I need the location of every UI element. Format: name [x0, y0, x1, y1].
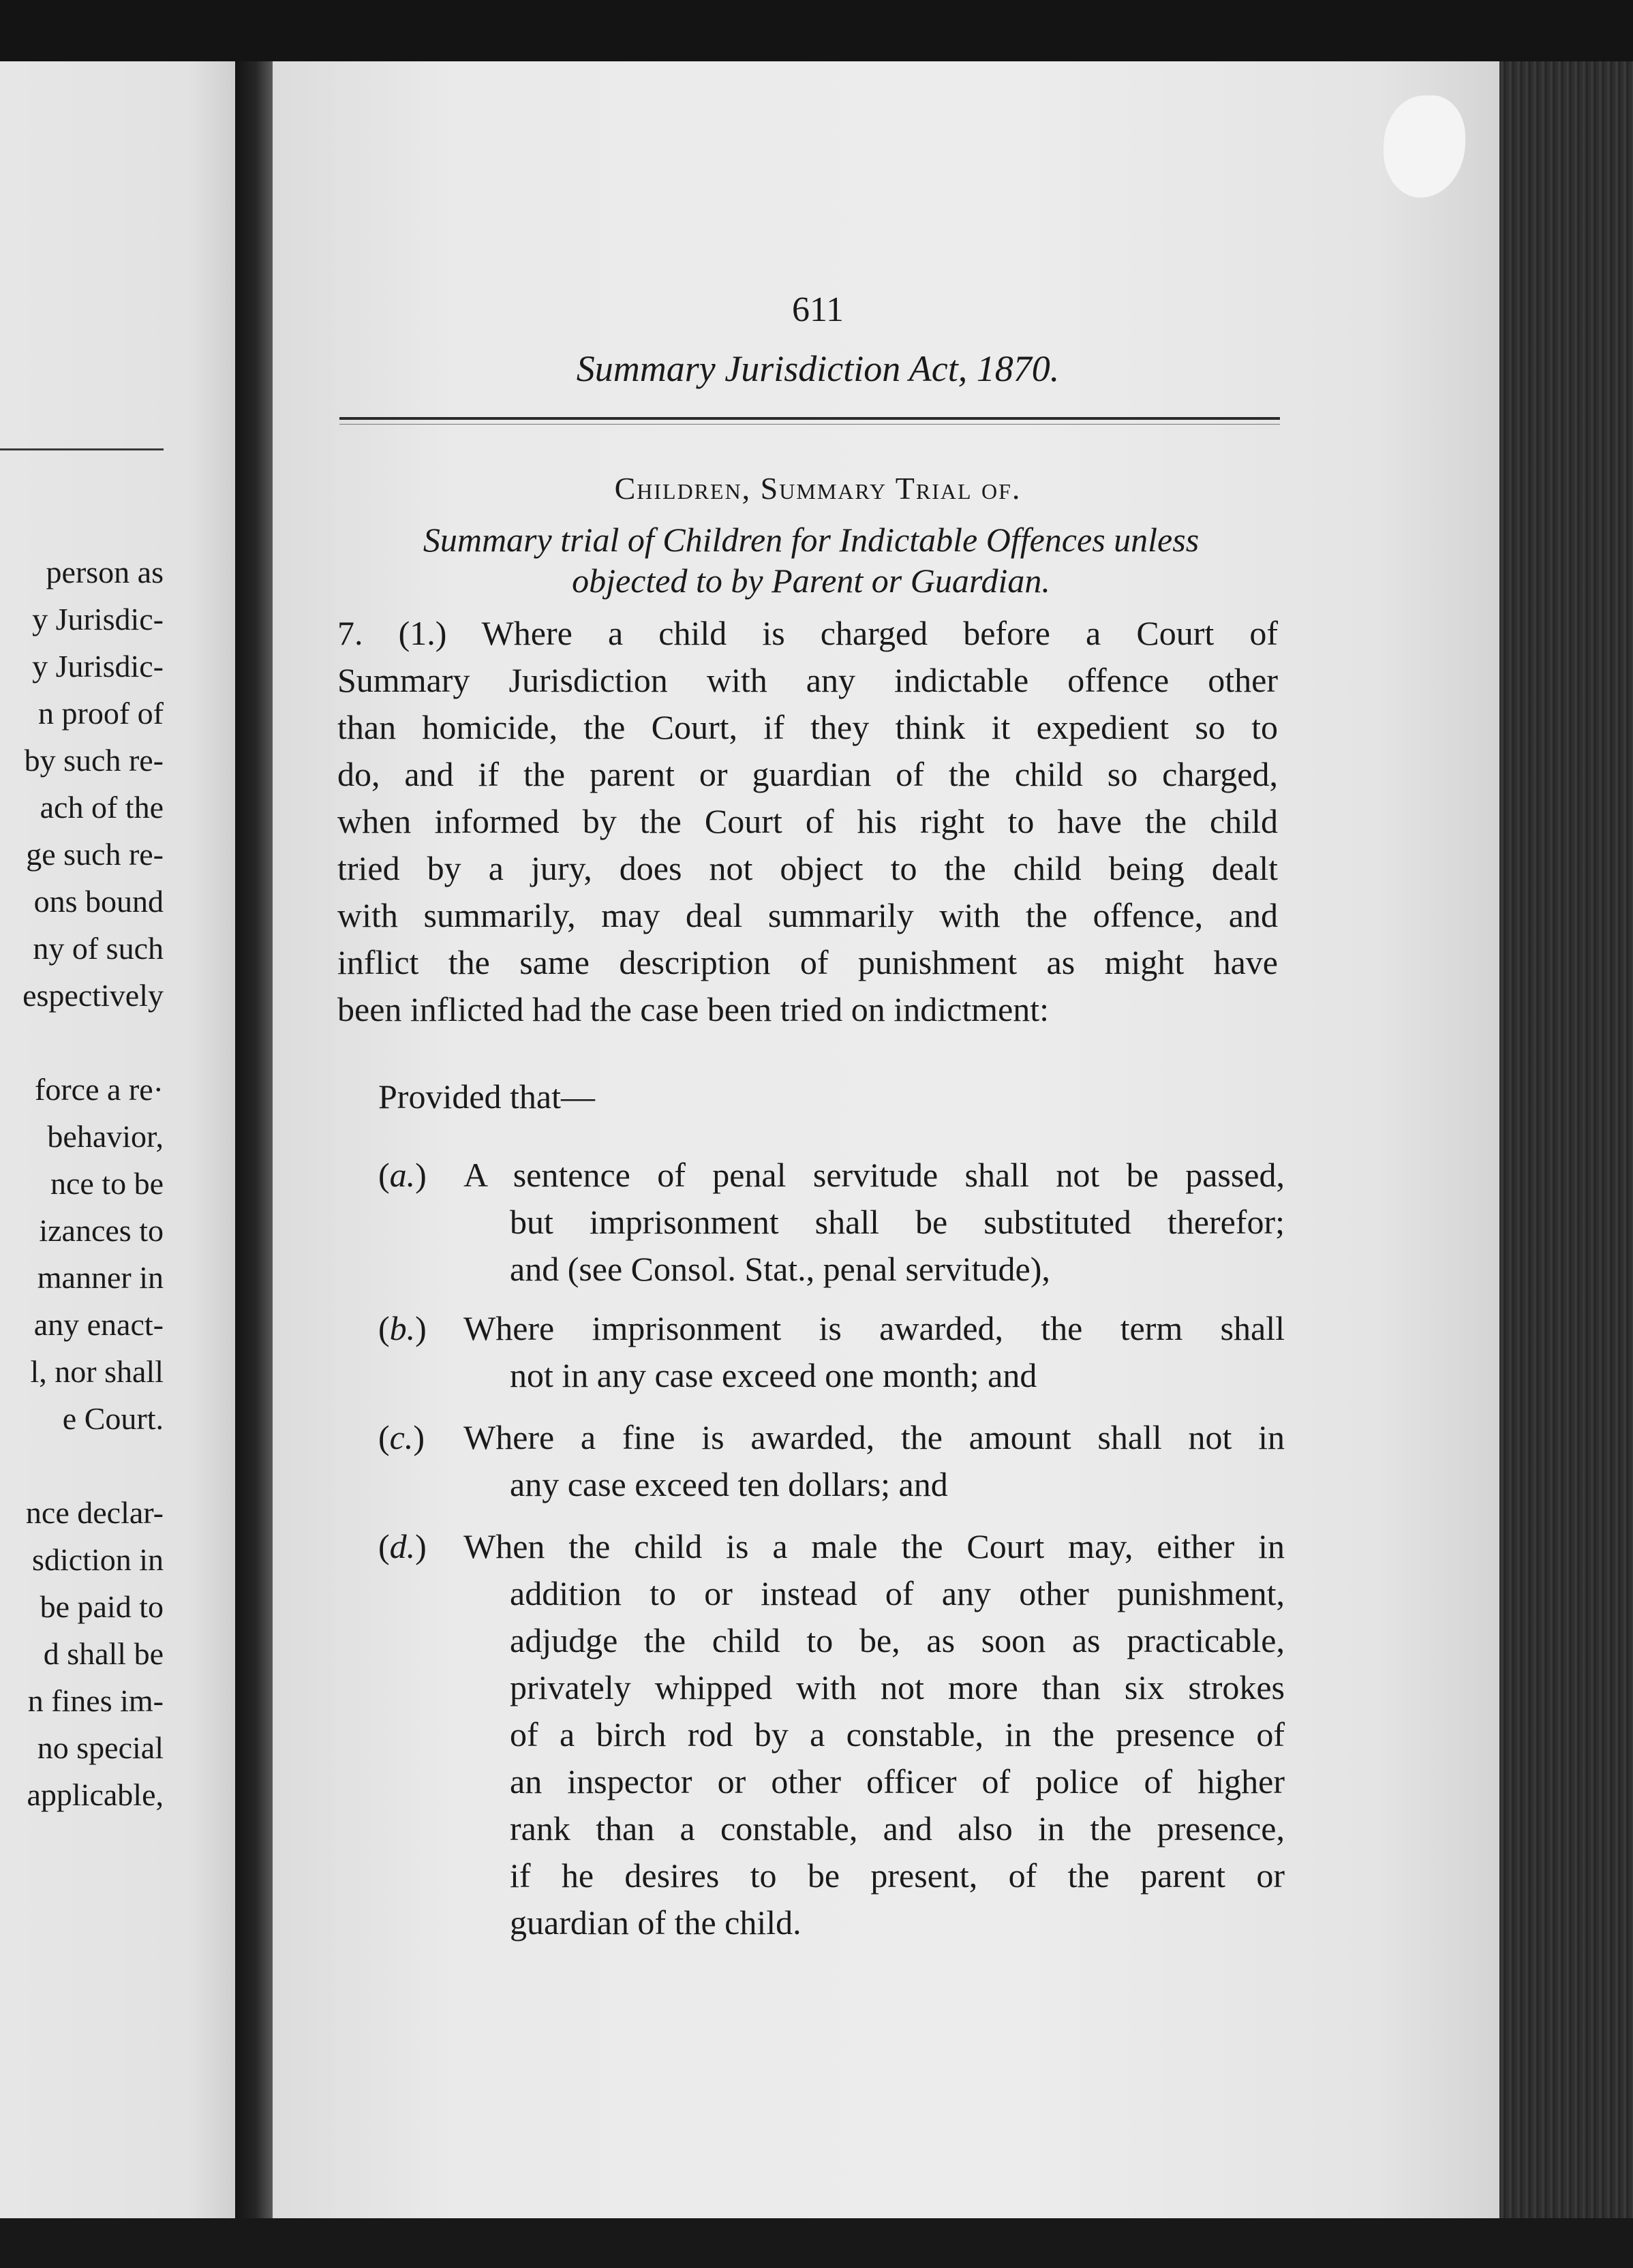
subtitle-line: objected to by Parent or Guardian.	[572, 562, 1050, 600]
clause-line: Where imprisonment is awarded, the term shall	[463, 1309, 1285, 1347]
clause-letter: (a.)	[378, 1156, 427, 1194]
clause-line: and (see Consol. Stat., penal servitude),	[510, 1250, 1050, 1288]
header-rule-thin	[339, 424, 1280, 425]
clause-letter: (c.)	[378, 1418, 425, 1456]
body-line: 7. (1.) Where a child is charged before a Court of	[337, 614, 1278, 652]
clause-letter: (d.)	[378, 1527, 427, 1565]
clause-line: guardian of the child.	[510, 1903, 802, 1942]
scan-border-top	[0, 0, 1633, 65]
provided-that: Provided that—	[378, 1077, 596, 1116]
clause-line: an inspector or other officer of police of higher	[510, 1762, 1285, 1800]
clause-line: rank than a constable, and also in the presence,	[510, 1809, 1285, 1848]
body-line: with summarily, may deal summarily with the offence, and	[337, 896, 1278, 934]
left-line: ons bound	[33, 884, 164, 919]
left-line: person as	[46, 555, 164, 589]
running-head: Summary Jurisdiction Act, 1870.	[576, 348, 1060, 389]
page-number: 611	[791, 290, 844, 329]
left-line: n fines im-	[27, 1683, 164, 1718]
clause-c	[378, 1414, 1285, 1508]
clause-line: not in any case exceed one month; and	[510, 1356, 1037, 1394]
left-line: by such re-	[24, 743, 164, 778]
section-subtitle	[334, 519, 1288, 601]
left-line: izances to	[39, 1213, 164, 1248]
section-title: Children, Summary Trial of.	[614, 471, 1022, 506]
clause-line: addition to or instead of any other punishment,	[510, 1574, 1285, 1612]
clause-line: any case exceed ten dollars; and	[510, 1465, 948, 1503]
left-line: sdiction in	[32, 1542, 164, 1577]
clause-line: adjudge the child to be, as soon as practicable,	[510, 1621, 1285, 1659]
left-line: ge such re-	[26, 837, 164, 872]
clause-a	[378, 1152, 1285, 1293]
left-line: espectively	[22, 978, 164, 1013]
left-line: no special	[37, 1730, 164, 1765]
left-line: y Jurisdic-	[32, 602, 164, 637]
book-gutter	[235, 61, 273, 2218]
left-line: ny of such	[33, 931, 164, 966]
left-line: behavior,	[47, 1119, 164, 1154]
left-line-gap	[22, 1019, 164, 1066]
page-edge-stack	[1499, 61, 1633, 2218]
left-line: l, nor shall	[30, 1354, 164, 1389]
left-line: ach of the	[40, 790, 164, 825]
body-line: when informed by the Court of his right to have the child	[337, 802, 1278, 840]
left-line: y Jurisdic-	[32, 649, 164, 684]
scan-border-bottom	[0, 2218, 1633, 2268]
clause-line: When the child is a male the Court may, either in	[463, 1527, 1285, 1565]
clause-line: A sentence of penal servitude shall not be passed,	[463, 1156, 1285, 1194]
body-line: been inflicted had the case been tried on indictment:	[337, 990, 1050, 1028]
clause-line: of a birch rod by a constable, in the presence of	[510, 1715, 1285, 1753]
left-page-text	[22, 549, 164, 1818]
clause-line: Where a fine is awarded, the amount shall not in	[463, 1418, 1285, 1456]
clause-line: but imprisonment shall be substituted therefor;	[510, 1203, 1285, 1241]
clause-b	[378, 1305, 1285, 1399]
left-line: be paid to	[40, 1589, 164, 1624]
left-line: nce to be	[50, 1166, 164, 1201]
left-line: d shall be	[43, 1636, 164, 1671]
left-line: any enact-	[33, 1307, 164, 1342]
left-line: e Court.	[62, 1401, 164, 1436]
body-line: inflict the same description of punishment as might have	[337, 943, 1278, 981]
left-line: nce declar-	[25, 1495, 164, 1530]
left-page-rule	[0, 448, 164, 450]
clause-d	[378, 1523, 1285, 1946]
body-line: do, and if the parent or guardian of the child so charged,	[337, 755, 1278, 793]
section-7-paragraph	[337, 610, 1278, 1033]
left-line: applicable,	[27, 1777, 164, 1812]
body-line: than homicide, the Court, if they think it expedient so to	[337, 708, 1278, 746]
clause-line: if he desires to be present, of the parent or	[510, 1856, 1285, 1895]
left-line: force a re·	[35, 1072, 164, 1107]
left-line-gap	[22, 1442, 164, 1489]
clause-line: privately whipped with not more than six strokes	[510, 1668, 1285, 1706]
header-rule	[339, 417, 1280, 420]
body-line: tried by a jury, does not object to the child being dealt	[337, 849, 1278, 887]
subtitle-line: Summary trial of Children for Indictable Offences unless	[423, 521, 1200, 559]
body-line: Summary Jurisdiction with any indictable offence other	[337, 661, 1278, 699]
left-line: n proof of	[38, 696, 164, 731]
left-page	[0, 61, 235, 2218]
left-line: manner in	[37, 1260, 164, 1295]
clause-letter: (b.)	[378, 1309, 427, 1347]
